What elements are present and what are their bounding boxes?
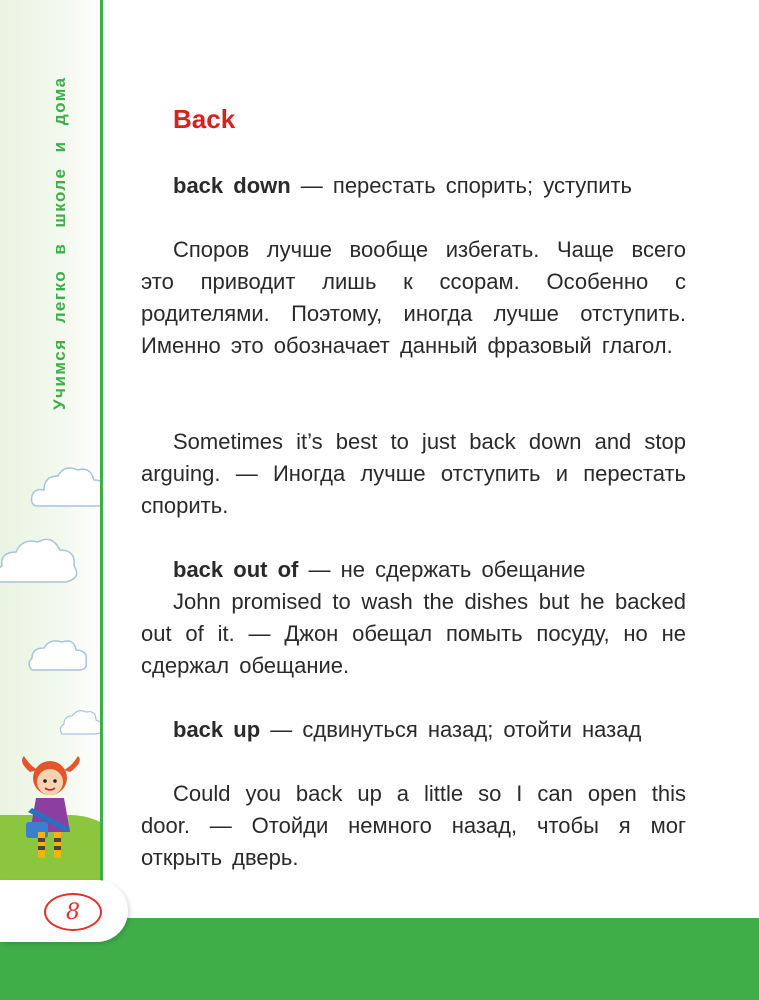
- example: Sometimes it’s best to just back down and stop arguing. — Иногда лучше отступить и перестать спорить.: [141, 429, 686, 518]
- sidebar: [0, 0, 103, 1000]
- page-number: 8: [44, 893, 102, 931]
- entry-back-up: [141, 714, 686, 746]
- section-title: Back: [173, 104, 236, 134]
- definition: — сдвинуться назад; отойти назад: [260, 717, 642, 742]
- definition: — не сдержать обещание: [298, 557, 586, 582]
- explanation: Споров лучше вообще избегать. Чаще всего это приводит лишь к ссорам. Особенно с родителями. Поэтому, иногда лучше отступить. Именно это обозначает данный фразовый глагол.: [141, 237, 686, 358]
- girl-illustration: [8, 752, 100, 862]
- sidebar-title: Учимся легко в школе и дома: [50, 76, 69, 410]
- example: John promised to wash the dishes but he backed out of it. — Джон обещал помыть посуду, но не сдержал обещание.: [141, 589, 686, 678]
- example: Could you back up a little so I can open this door. — Отойди немного назад, чтобы я мог открыть дверь.: [141, 781, 686, 870]
- cloud-icon: [58, 708, 103, 740]
- term: back out of: [173, 557, 299, 582]
- entry-back-down: [141, 170, 686, 202]
- term: back up: [173, 717, 261, 742]
- sidebar-divider: [100, 0, 103, 900]
- term: back down: [173, 173, 291, 198]
- cloud-icon: [0, 532, 80, 590]
- cloud-icon: [30, 462, 103, 514]
- cloud-icon: [26, 636, 90, 676]
- entry-back-out-of: [141, 554, 686, 586]
- definition: — перестать спорить; уступить: [290, 173, 633, 198]
